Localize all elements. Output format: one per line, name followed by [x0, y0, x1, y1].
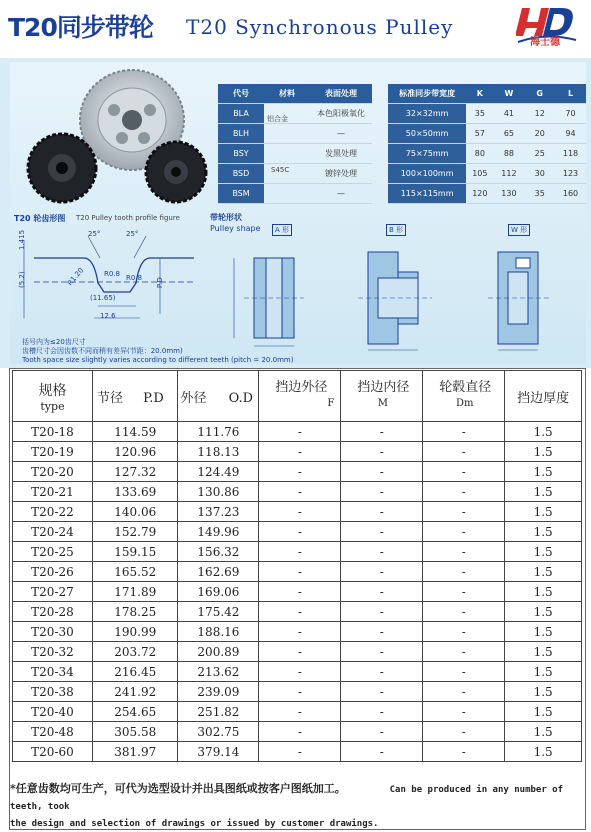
- table-cell: 1.5: [505, 582, 582, 602]
- table-row: [13, 442, 582, 462]
- spec-table: [12, 370, 582, 762]
- table-cell: T20-24: [13, 522, 93, 542]
- table-cell: 165.52: [92, 562, 178, 582]
- table-cell: 149.96: [178, 522, 259, 542]
- table-cell: T20-38: [13, 682, 93, 702]
- size-cell: 75×75mm: [388, 144, 466, 164]
- table-cell: -: [341, 622, 423, 642]
- shape-b-label: B 形: [386, 224, 406, 236]
- table-cell: 216.45: [92, 662, 178, 682]
- size-cell: 115×115mm: [388, 184, 466, 204]
- table-cell: 1.5: [505, 562, 582, 582]
- table-row: [13, 502, 582, 522]
- table-row: [13, 702, 582, 722]
- size-cell: 105: [466, 164, 493, 184]
- table-cell: 159.15: [92, 542, 178, 562]
- table-cell: -: [341, 662, 423, 682]
- size-cell: 88: [493, 144, 524, 164]
- table-cell: 171.89: [92, 582, 178, 602]
- material-surface: —: [310, 184, 372, 204]
- table-row: [13, 542, 582, 562]
- size-cell: 118: [555, 144, 586, 164]
- table-cell: T20-40: [13, 702, 93, 722]
- shape-a-label: A 形: [272, 224, 292, 236]
- material-aluminum: 铝合金: [267, 115, 288, 123]
- shape-b-drawing: [342, 238, 442, 358]
- material-header-material: 材料: [264, 84, 310, 104]
- table-cell: -: [341, 682, 423, 702]
- dim-1165: (11.65): [90, 294, 116, 302]
- table-cell: 118.13: [178, 442, 259, 462]
- table-cell: -: [423, 502, 505, 522]
- table-cell: 178.25: [92, 602, 178, 622]
- table-cell: 203.72: [92, 642, 178, 662]
- table-row: [13, 482, 582, 502]
- table-cell: 239.09: [178, 682, 259, 702]
- header-od: [178, 371, 259, 422]
- table-cell: -: [423, 642, 505, 662]
- size-header: 标准同步带宽度: [388, 84, 466, 104]
- table-cell: -: [423, 742, 505, 762]
- table-cell: 156.32: [178, 542, 259, 562]
- shape-w-label: W 形: [508, 224, 530, 236]
- material-name: [264, 144, 310, 164]
- header-type-cn: 规格: [38, 382, 67, 399]
- size-cell: 35: [524, 184, 555, 204]
- table-cell: T20-19: [13, 442, 93, 462]
- material-code: BLH: [218, 124, 264, 144]
- table-cell: 379.14: [178, 742, 259, 762]
- table-cell: -: [259, 422, 341, 442]
- table-cell: -: [259, 542, 341, 562]
- header-od-en: O.D: [228, 390, 254, 406]
- table-cell: -: [341, 442, 423, 462]
- table-row: [13, 562, 582, 582]
- shape-w-drawing: [468, 238, 568, 358]
- footer-note-cn: *任意齿数均可生产，可代为选型设计并出具图纸或按客户图纸加工。: [10, 782, 346, 795]
- table-cell: -: [259, 642, 341, 662]
- table-cell: -: [423, 542, 505, 562]
- table-cell: 200.89: [178, 642, 259, 662]
- table-cell: -: [341, 482, 423, 502]
- size-cell: 25: [524, 144, 555, 164]
- table-cell: 190.99: [92, 622, 178, 642]
- tooth-note-en: Tooth space size slightly varies according to different teeth (pitch = 20.0mm): [22, 356, 294, 364]
- pulley-photo: [24, 68, 210, 208]
- table-cell: -: [259, 522, 341, 542]
- header-m-en: M: [377, 398, 388, 409]
- product-banner: [0, 58, 591, 368]
- table-cell: -: [423, 562, 505, 582]
- table-cell: 241.92: [92, 682, 178, 702]
- dim-pd: P.D: [156, 277, 164, 288]
- header-dm-cn: 轮毂直径: [439, 380, 492, 395]
- size-cell: 32×32mm: [388, 104, 466, 124]
- size-cell: 20: [524, 124, 555, 144]
- table-row: [13, 522, 582, 542]
- table-cell: -: [423, 702, 505, 722]
- size-cell: 57: [466, 124, 493, 144]
- header-m-cn: 挡边内径: [357, 380, 410, 395]
- page-title-cn: T20同步带轮: [8, 13, 153, 42]
- table-cell: -: [341, 462, 423, 482]
- header-pd-en: P.D: [143, 390, 164, 406]
- table-cell: -: [259, 622, 341, 642]
- table-cell: 1.5: [505, 522, 582, 542]
- table-cell: -: [341, 542, 423, 562]
- table-cell: -: [341, 702, 423, 722]
- table-cell: 1.5: [505, 642, 582, 662]
- table-cell: 114.59: [92, 422, 178, 442]
- table-cell: -: [341, 522, 423, 542]
- tooth-note-cn2: 齿槽尺寸会因齿数不同而稍有差异(节距：20.0mm): [22, 347, 183, 355]
- page-header: [0, 0, 591, 58]
- table-cell: T20-30: [13, 622, 93, 642]
- material-code: BSD: [218, 164, 264, 184]
- header-type-en: type: [40, 399, 65, 413]
- tooth-profile-title: T20 轮齿形图: [14, 214, 66, 223]
- table-cell: T20-20: [13, 462, 93, 482]
- material-code: BLA: [218, 104, 264, 124]
- table-cell: 1.5: [505, 542, 582, 562]
- header-od-cn: 外径: [180, 390, 207, 406]
- table-cell: -: [259, 582, 341, 602]
- table-row: [13, 422, 582, 442]
- table-cell: T20-32: [13, 642, 93, 662]
- table-cell: -: [259, 602, 341, 622]
- table-cell: -: [259, 662, 341, 682]
- table-row: [13, 662, 582, 682]
- page-title-en: T20 Synchronous Pulley: [186, 15, 454, 39]
- material-surface: 发黑处理: [310, 144, 372, 164]
- header-f: [259, 371, 341, 422]
- footer-note-en2: the design and selection of drawings or issued by customer drawings.: [10, 819, 379, 829]
- table-cell: 1.5: [505, 722, 582, 742]
- table-cell: T20-34: [13, 662, 93, 682]
- material-surface: 本色阳极氧化: [310, 104, 372, 124]
- size-header: G: [524, 84, 555, 104]
- table-cell: T20-48: [13, 722, 93, 742]
- table-cell: 111.76: [178, 422, 259, 442]
- dim-52: (5.2): [18, 271, 26, 288]
- table-cell: -: [423, 602, 505, 622]
- dim-angle-25a: 25°: [88, 230, 101, 238]
- table-cell: -: [259, 482, 341, 502]
- table-cell: 213.62: [178, 662, 259, 682]
- table-cell: 1.5: [505, 462, 582, 482]
- size-cell: 41: [493, 104, 524, 124]
- header-f-cn: 挡边外径: [275, 380, 328, 395]
- table-cell: -: [341, 502, 423, 522]
- table-cell: 169.06: [178, 582, 259, 602]
- table-cell: 127.32: [92, 462, 178, 482]
- table-cell: -: [259, 562, 341, 582]
- table-cell: 137.23: [178, 502, 259, 522]
- table-cell: 1.5: [505, 702, 582, 722]
- tooth-note-cn1: 括号内为≤20齿尺寸: [22, 338, 86, 346]
- table-cell: T20-60: [13, 742, 93, 762]
- table-row: [13, 602, 582, 622]
- table-cell: -: [341, 602, 423, 622]
- table-cell: -: [259, 702, 341, 722]
- table-cell: 120.96: [92, 442, 178, 462]
- header-thickness: 挡边厚度: [505, 371, 582, 422]
- table-cell: -: [423, 522, 505, 542]
- table-cell: -: [423, 662, 505, 682]
- belt-width-table: [388, 84, 586, 204]
- material-header-surface: 表面处理: [310, 84, 372, 104]
- table-row: [13, 622, 582, 642]
- pulley-shape-title-en: Pulley shape: [210, 224, 261, 233]
- table-cell: T20-18: [13, 422, 93, 442]
- table-cell: -: [259, 722, 341, 742]
- table-cell: 1.5: [505, 442, 582, 462]
- table-cell: 1.5: [505, 502, 582, 522]
- table-cell: -: [423, 582, 505, 602]
- banner-panel: [10, 62, 586, 364]
- table-cell: 1.5: [505, 662, 582, 682]
- header-f-en: F: [327, 398, 335, 409]
- header-dm-en: Dm: [456, 398, 474, 409]
- table-row: [13, 462, 582, 482]
- table-cell: 302.75: [178, 722, 259, 742]
- spec-table-body: [13, 422, 582, 762]
- table-row: [13, 722, 582, 742]
- size-cell: 112: [493, 164, 524, 184]
- size-cell: 50×50mm: [388, 124, 466, 144]
- table-cell: -: [423, 422, 505, 442]
- table-cell: T20-27: [13, 582, 93, 602]
- table-cell: T20-25: [13, 542, 93, 562]
- table-cell: -: [423, 482, 505, 502]
- table-cell: -: [341, 422, 423, 442]
- table-cell: 130.86: [178, 482, 259, 502]
- table-cell: T20-21: [13, 482, 93, 502]
- table-cell: -: [341, 582, 423, 602]
- table-row: [13, 742, 582, 762]
- material-code: BSY: [218, 144, 264, 164]
- table-cell: -: [259, 742, 341, 762]
- brand-logo-text: 海士德: [530, 37, 560, 48]
- material-name: [264, 124, 310, 144]
- table-cell: -: [423, 442, 505, 462]
- size-cell: 80: [466, 144, 493, 164]
- material-code: BSM: [218, 184, 264, 204]
- header-pd-cn: 节径: [96, 390, 123, 406]
- material-surface: —: [310, 124, 372, 144]
- table-cell: T20-22: [13, 502, 93, 522]
- size-header: L: [555, 84, 586, 104]
- size-cell: 12: [524, 104, 555, 124]
- table-cell: 251.82: [178, 702, 259, 722]
- header-pd: [92, 371, 178, 422]
- table-row: [13, 642, 582, 662]
- table-cell: -: [259, 502, 341, 522]
- table-cell: -: [259, 462, 341, 482]
- table-cell: 175.42: [178, 602, 259, 622]
- table-cell: -: [341, 642, 423, 662]
- table-cell: 381.97: [92, 742, 178, 762]
- table-cell: -: [341, 742, 423, 762]
- table-cell: 254.65: [92, 702, 178, 722]
- material-table: [218, 84, 372, 204]
- table-cell: -: [341, 722, 423, 742]
- size-cell: 35: [466, 104, 493, 124]
- table-cell: T20-28: [13, 602, 93, 622]
- size-cell: 65: [493, 124, 524, 144]
- dim-r08: R0.8: [126, 274, 142, 282]
- material-name: [264, 184, 310, 204]
- table-cell: -: [341, 562, 423, 582]
- size-cell: 70: [555, 104, 586, 124]
- dim-r120: R1.20: [66, 266, 86, 288]
- table-cell: 162.69: [178, 562, 259, 582]
- dim-126: 12.6: [100, 312, 116, 320]
- table-cell: 188.16: [178, 622, 259, 642]
- size-cell: 30: [524, 164, 555, 184]
- table-cell: -: [259, 682, 341, 702]
- table-cell: 1.5: [505, 682, 582, 702]
- table-cell: 1.5: [505, 622, 582, 642]
- footer-note-en1: Can be produced in any number of teeth, took: [10, 785, 563, 812]
- header-type: [13, 371, 93, 422]
- size-cell: 94: [555, 124, 586, 144]
- spec-table-header: [13, 371, 582, 422]
- size-cell: 100×100mm: [388, 164, 466, 184]
- dim-r08b: R0.8: [104, 270, 120, 278]
- table-row: [13, 682, 582, 702]
- material-steel: S45C: [271, 166, 290, 174]
- table-cell: 1.5: [505, 602, 582, 622]
- dim-1415: 1.415: [18, 229, 26, 250]
- header-m: [341, 371, 423, 422]
- tooth-profile-title-en: T20 Pulley tooth profile figure: [76, 214, 180, 222]
- size-cell: 123: [555, 164, 586, 184]
- table-cell: 133.69: [92, 482, 178, 502]
- tooth-note: [22, 338, 293, 365]
- table-cell: 1.5: [505, 742, 582, 762]
- table-row: [13, 582, 582, 602]
- material-surface: 镀锌处理: [310, 164, 372, 184]
- table-cell: 305.58: [92, 722, 178, 742]
- pulley-shape-title: 带轮形状: [210, 213, 242, 222]
- table-cell: 124.49: [178, 462, 259, 482]
- size-header: K: [466, 84, 493, 104]
- table-cell: -: [423, 622, 505, 642]
- table-cell: 152.79: [92, 522, 178, 542]
- table-cell: -: [423, 722, 505, 742]
- dim-angle-25b: 25°: [126, 230, 139, 238]
- footer-note: [10, 781, 585, 832]
- size-cell: 160: [555, 184, 586, 204]
- table-cell: -: [423, 682, 505, 702]
- size-cell: 130: [493, 184, 524, 204]
- table-cell: T20-26: [13, 562, 93, 582]
- material-header-code: 代号: [218, 84, 264, 104]
- size-header: W: [493, 84, 524, 104]
- table-cell: 140.06: [92, 502, 178, 522]
- header-dm: [423, 371, 505, 422]
- size-cell: 120: [466, 184, 493, 204]
- table-cell: -: [259, 442, 341, 462]
- table-cell: 1.5: [505, 422, 582, 442]
- table-cell: -: [423, 462, 505, 482]
- table-cell: 1.5: [505, 482, 582, 502]
